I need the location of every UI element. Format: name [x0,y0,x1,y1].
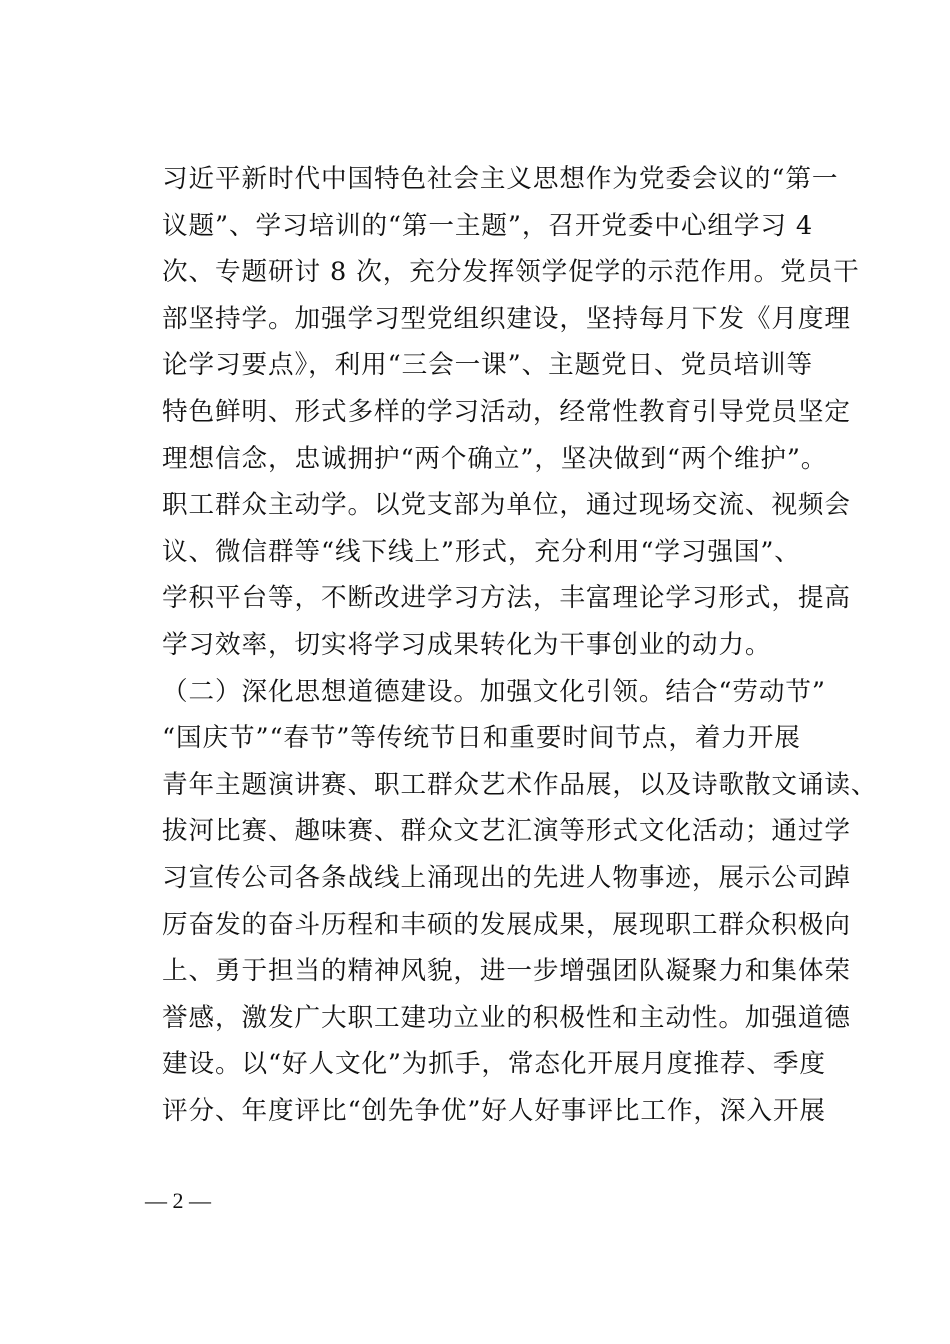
body-text [162,156,878,1134]
text-line: 青年主题演讲赛、职工群众艺术作品展，以及诗歌散文诵读、 [162,769,878,800]
text-line: 厉奋发的奋斗历程和丰硕的发展成果，展现职工群众积极向 [162,909,851,940]
text-line: 学习效率，切实将学习成果转化为干事创业的动力。 [162,629,772,660]
page-number: — 2 — [145,1188,211,1213]
text-line: 议题”、学习培训的“第一主题”，召开党委中心组学习 4 [162,210,814,241]
text-line: 特色鲜明、形式多样的学习活动，经常性教育引导党员坚定 [162,396,851,427]
text-line: 学积平台等，不断改进学习方法，丰富理论学习形式，提高 [162,583,851,614]
text-line: 习宣传公司各条战线上涌现出的先进人物事迹，展示公司踔 [162,862,851,893]
text-line: 誉感，激发广大职工建功立业的积极性和主动性。加强道德 [162,1002,851,1033]
text-line: 习近平新时代中国特色社会主义思想作为党委会议的“第一 [162,164,839,194]
text-line: 建设。以“好人文化”为抓手，常态化开展月度推荐、季度 [162,1049,826,1080]
text-line: 上、勇于担当的精神风貌，进一步增强团队凝聚力和集体荣 [162,956,851,987]
text-line: 拔河比赛、趣味赛、群众文艺汇演等形式文化活动；通过学 [162,816,851,847]
text-line: 职工群众主动学。以党支部为单位，通过现场交流、视频会 [162,490,851,521]
text-line: “国庆节”“春节”等传统节日和重要时间节点，着力开展 [162,723,801,754]
text-line: 议、微信群等“线下线上”形式，充分利用“学习强国”、 [162,536,801,567]
text-line: 评分、年度评比“创先争优”好人好事评比工作，深入开展 [162,1095,826,1126]
section-heading-line: （二）深化思想道德建设。加强文化引领。结合“劳动节” [162,676,826,707]
text-line: 部坚持学。加强学习型党组织建设，坚持每月下发《月度理 [162,303,851,334]
text-line: 论学习要点》，利用“三会一课”、主题党日、党员培训等 [162,350,814,381]
text-line: 次、专题研讨 8 次，充分发挥领学促学的示范作用。党员干 [162,257,860,288]
text-line: 理想信念，忠诚拥护“两个确立”，坚决做到“两个维护”。 [162,443,828,474]
